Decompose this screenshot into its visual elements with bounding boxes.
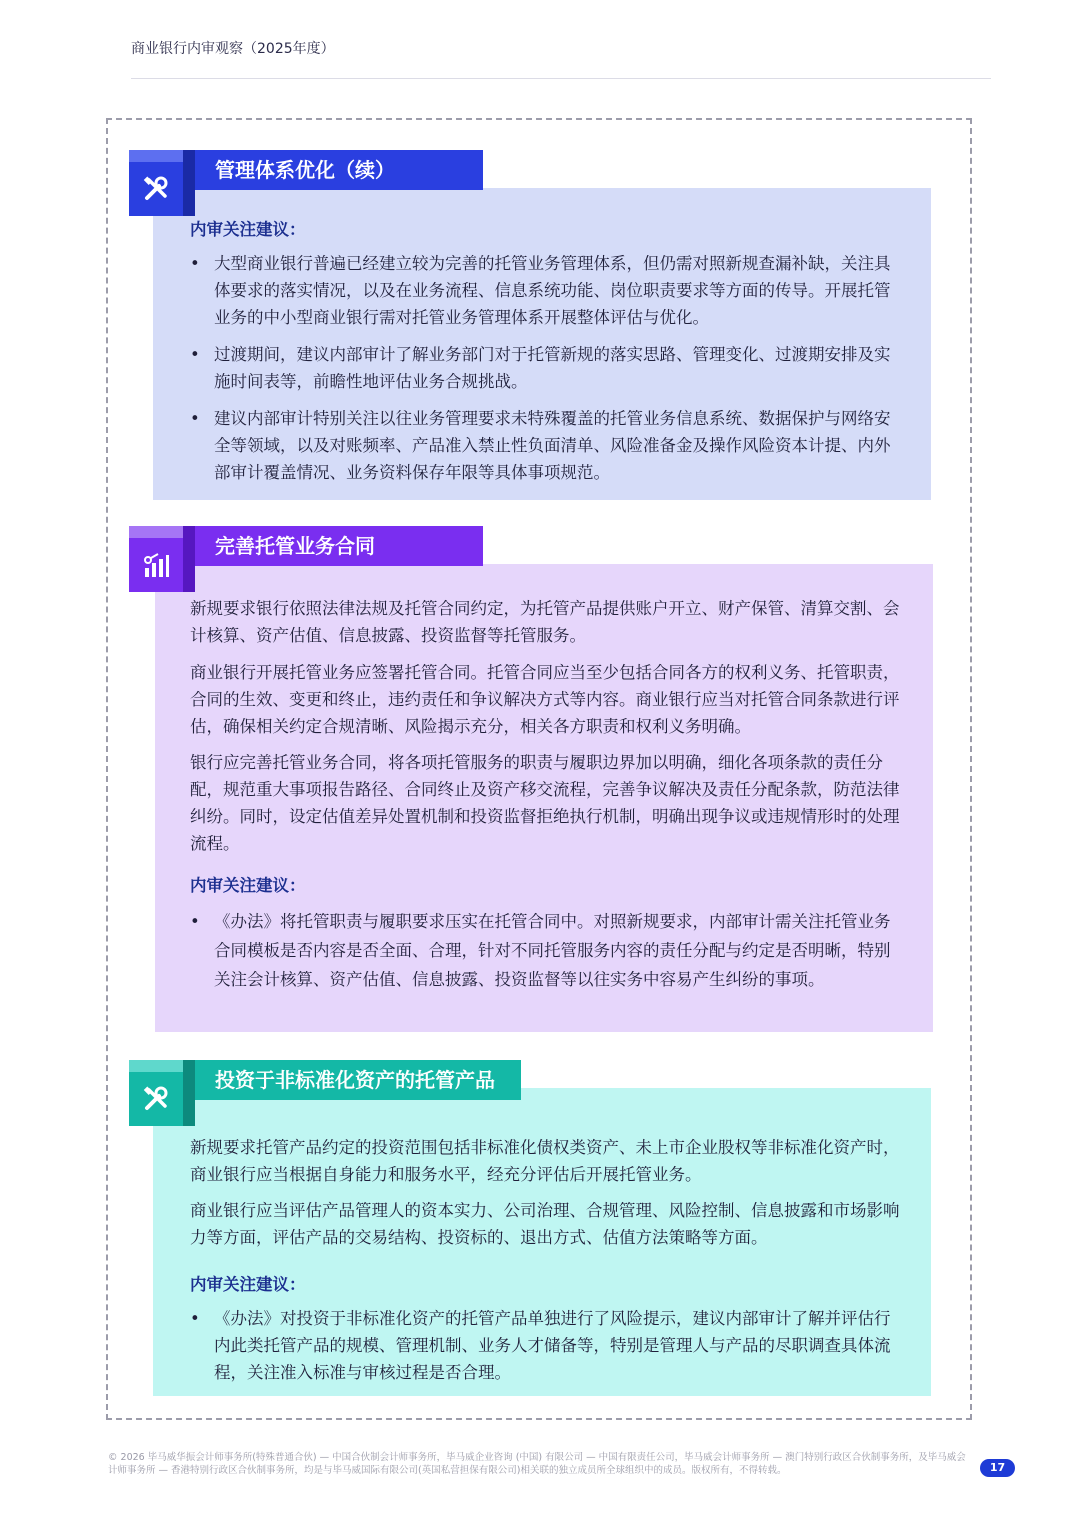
footer-copyright: © 2026 毕马威华振会计师事务所(特殊普通合伙) — 中国合伙制会计师事务所，毕马威企业咨询 (中国) 有限公司 — 中国有限责任公司，毕马威会计师事务所 — 澳门特别行政区合伙制事务所，及毕马威会计师事务所 — 香港特别行政区合伙制事务所，均是与毕马威国际有限公司(英国私营担保有限公司)相关联的独立成员所全球组织中的成员。版权所有，不得转载。 xyxy=(108,1452,966,1476)
section-cube-badge xyxy=(129,1060,195,1126)
tools-icon xyxy=(141,174,171,204)
tools-icon xyxy=(141,1084,171,1114)
section-title-tab xyxy=(195,1060,521,1100)
paragraph: 银行应完善托管业务合同，将各项托管服务的职责与履职边界加以明确，细化各项条款的责任分配，规范重大事项报告路径、合同终止及资产移交流程，完善争议解决及责任分配条款，防范法律纠纷。同时，设定估值差异处置机制和投资监督拒绝执行机制，明确出现争议或违规情形时的处理流程。 xyxy=(190,753,900,853)
section-cube-badge xyxy=(129,150,195,216)
header-divider xyxy=(131,78,991,79)
section-title-tab xyxy=(195,150,483,190)
bullet-list xyxy=(190,907,900,1004)
chart-growth-icon xyxy=(141,550,171,580)
list-item: • 建议内部审计特别关注以往业务管理要求未特殊覆盖的托管业务信息系统、数据保护与网络安全等领域，以及对账频率、产品准入禁止性负面清单、风险准备金及操作风险资本计提、内外部审计覆盖情况、业务资料保存年限等具体事项规范。 xyxy=(190,405,900,486)
section-title: 投资于非标准化资产的托管产品 xyxy=(215,1068,495,1092)
section-title-tab xyxy=(195,526,483,566)
paragraph: 新规要求银行依照法律法规及托管合同约定，为托管产品提供账户开立、财产保管、清算交割、会计核算、资产估值、信息披露、投资监督等托管服务。 xyxy=(190,599,900,645)
audit-suggestion-label: 内审关注建议： xyxy=(190,1275,306,1294)
paragraph: 商业银行开展托管业务应签署托管合同。托管合同应当至少包括合同各方的权利义务、托管职责，合同的生效、变更和终止，违约责任和争议解决方式等内容。商业银行应当对托管合同条款进行评估，确保相关约定合规清晰、风险揭示充分，相关各方职责和权利义务明确。 xyxy=(190,663,900,736)
section-title: 管理体系优化（续） xyxy=(215,158,395,182)
list-item: • 《办法》将托管职责与履职要求压实在托管合同中。对照新规要求，内部审计需关注托管业务合同模板是否内容是否全面、合理，针对不同托管服务内容的责任分配与约定是否明晰，特别关注会计核算、资产估值、信息披露、投资监督等以往实务中容易产生纠纷的事项。 xyxy=(190,907,900,994)
paragraph: 新规要求托管产品约定的投资范围包括非标准化债权类资产、未上市企业股权等非标准化资产时，商业银行应当根据自身能力和服务水平，经充分评估后开展托管业务。 xyxy=(190,1138,900,1184)
bullet-list xyxy=(190,1305,900,1396)
audit-suggestion-label: 内审关注建议： xyxy=(190,876,306,895)
list-item: • 过渡期间，建议内部审计了解业务部门对于托管新规的落实思路、管理变化、过渡期安排及实施时间表等，前瞻性地评估业务合规挑战。 xyxy=(190,341,900,395)
page-number-badge: 17 xyxy=(980,1459,1015,1477)
list-item: • 大型商业银行普遍已经建立较为完善的托管业务管理体系，但仍需对照新规查漏补缺，关注具体要求的落实情况，以及在业务流程、信息系统功能、岗位职责要求等方面的传导。开展托管业务的中小型商业银行需对托管业务管理体系开展整体评估与优化。 xyxy=(190,250,900,331)
audit-suggestion-label: 内审关注建议： xyxy=(190,220,306,239)
paragraph: 商业银行应当评估产品管理人的资本实力、公司治理、合规管理、风险控制、信息披露和市场影响力等方面，评估产品的交易结构、投资标的、退出方式、估值方法策略等方面。 xyxy=(190,1201,900,1247)
list-item: • 《办法》对投资于非标准化资产的托管产品单独进行了风险提示，建议内部审计了解并评估行内此类托管产品的规模、管理机制、业务人才储备等，特别是管理人与产品的尽职调查具体流程，关注准入标准与审核过程是否合理。 xyxy=(190,1305,900,1386)
section-cube-badge xyxy=(129,526,195,592)
page-header-title: 商业银行内审观察（2025年度） xyxy=(131,41,335,57)
bullet-list xyxy=(190,250,900,496)
section-title: 完善托管业务合同 xyxy=(215,534,375,558)
